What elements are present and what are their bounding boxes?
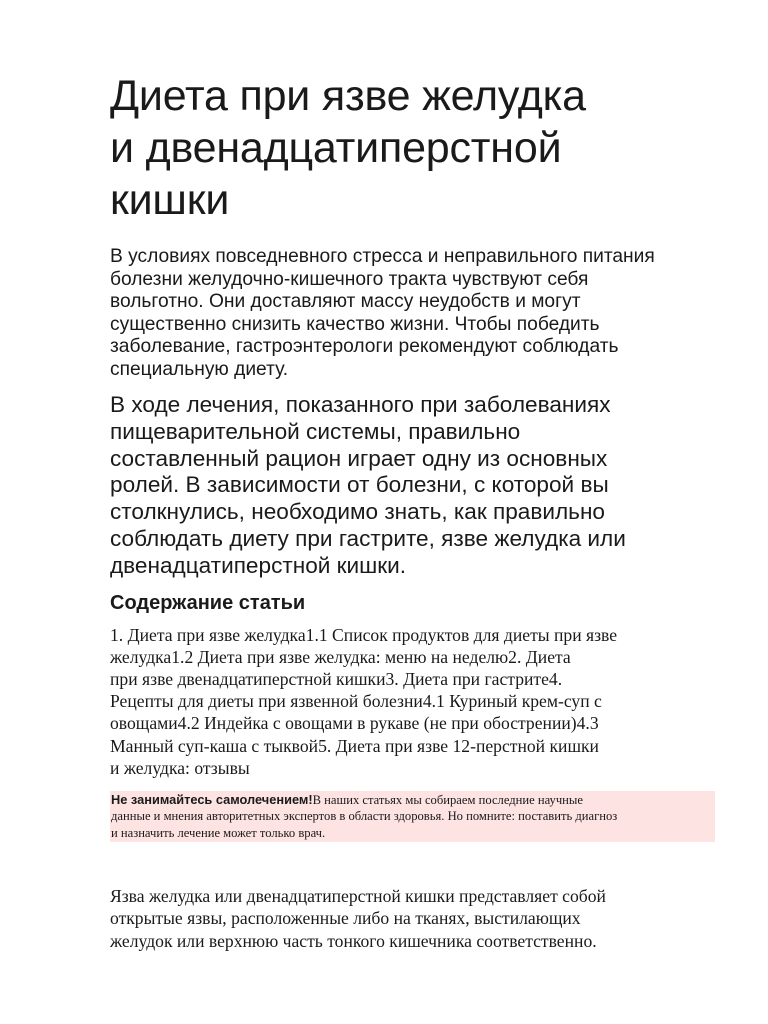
toc-line[interactable]: 1. Диета при язве желудка1.1 Список продуктов для диеты при язве (110, 624, 618, 645)
article-title-line: Диета при язве желудка (110, 72, 586, 120)
article (110, 70, 720, 952)
warning-line: данные и мнения авторитетных экспертов в области здоровья. Но помните: поставить диагноз (111, 809, 618, 824)
intro-line: специальную диету. (110, 358, 289, 380)
body-line: открытые язвы, расположенные либо на тканях, выстилающих (110, 908, 581, 929)
toc-line[interactable]: при язве двенадцатиперстной кишки3. Диета при гастрите4. (110, 668, 563, 689)
table-of-contents[interactable] (110, 624, 720, 779)
intro-line: болезни желудочно-кишечного тракта чувствуют себя (110, 268, 589, 290)
lead-line: соблюдать диету при гастрите, язве желудка или (110, 525, 626, 551)
lead-paragraph (110, 392, 720, 580)
body-line: желудок или верхнюю часть тонкого кишечника соответственно. (110, 930, 597, 951)
lead-line: ролей. В зависимости от болезни, с которой вы (110, 472, 609, 498)
lead-line: пищеварительной системы, правильно (110, 418, 521, 444)
intro-line: вольготно. Они доставляют массу неудобств и могут (110, 291, 581, 312)
toc-heading: Содержание статьи (110, 591, 306, 614)
intro-line: В условиях повседневного стресса и неправильного питания (110, 246, 655, 267)
self-treatment-warning (110, 791, 715, 842)
article-title (110, 70, 720, 226)
intro-line: существенно снизить качество жизни. Чтобы победить (110, 313, 600, 335)
toc-line[interactable]: и желудка: отзывы (110, 757, 250, 778)
lead-line: В ходе лечения, показанного при заболеваниях (110, 392, 611, 417)
lead-line: составленный рацион играет одну из основных (110, 445, 608, 471)
warning-strong-text: Не занимайтесь самолечением! (111, 792, 313, 807)
article-title-line: и двенадцатиперстной (110, 124, 562, 172)
warning-line: В наших статьях мы собираем последние научные (312, 793, 583, 807)
toc-line[interactable]: Манный суп-каша с тыквой5. Диета при язве 12-перстной кишки (110, 735, 599, 756)
body-paragraph (110, 885, 720, 952)
toc-line[interactable]: Рецепты для диеты при язвенной болезни4.1 Куриный крем-суп с (110, 691, 602, 712)
article-title-line: кишки (110, 176, 230, 224)
toc-line[interactable]: желудка1.2 Диета при язве желудка: меню на неделю2. Диета (110, 646, 571, 667)
intro-paragraph (110, 246, 720, 381)
warning-line: и назначить лечение может только врач. (111, 825, 326, 840)
lead-line: столкнулись, необходимо знать, как правильно (110, 499, 605, 525)
body-line: Язва желудка или двенадцатиперстной кишки представляет собой (110, 886, 606, 907)
lead-line: двенадцатиперстной кишки. (110, 552, 407, 578)
toc-line[interactable]: овощами4.2 Индейка с овощами в рукаве (не при обострении)4.3 (110, 713, 599, 734)
intro-line: заболевание, гастроэнтерологи рекомендуют соблюдать (110, 336, 619, 357)
